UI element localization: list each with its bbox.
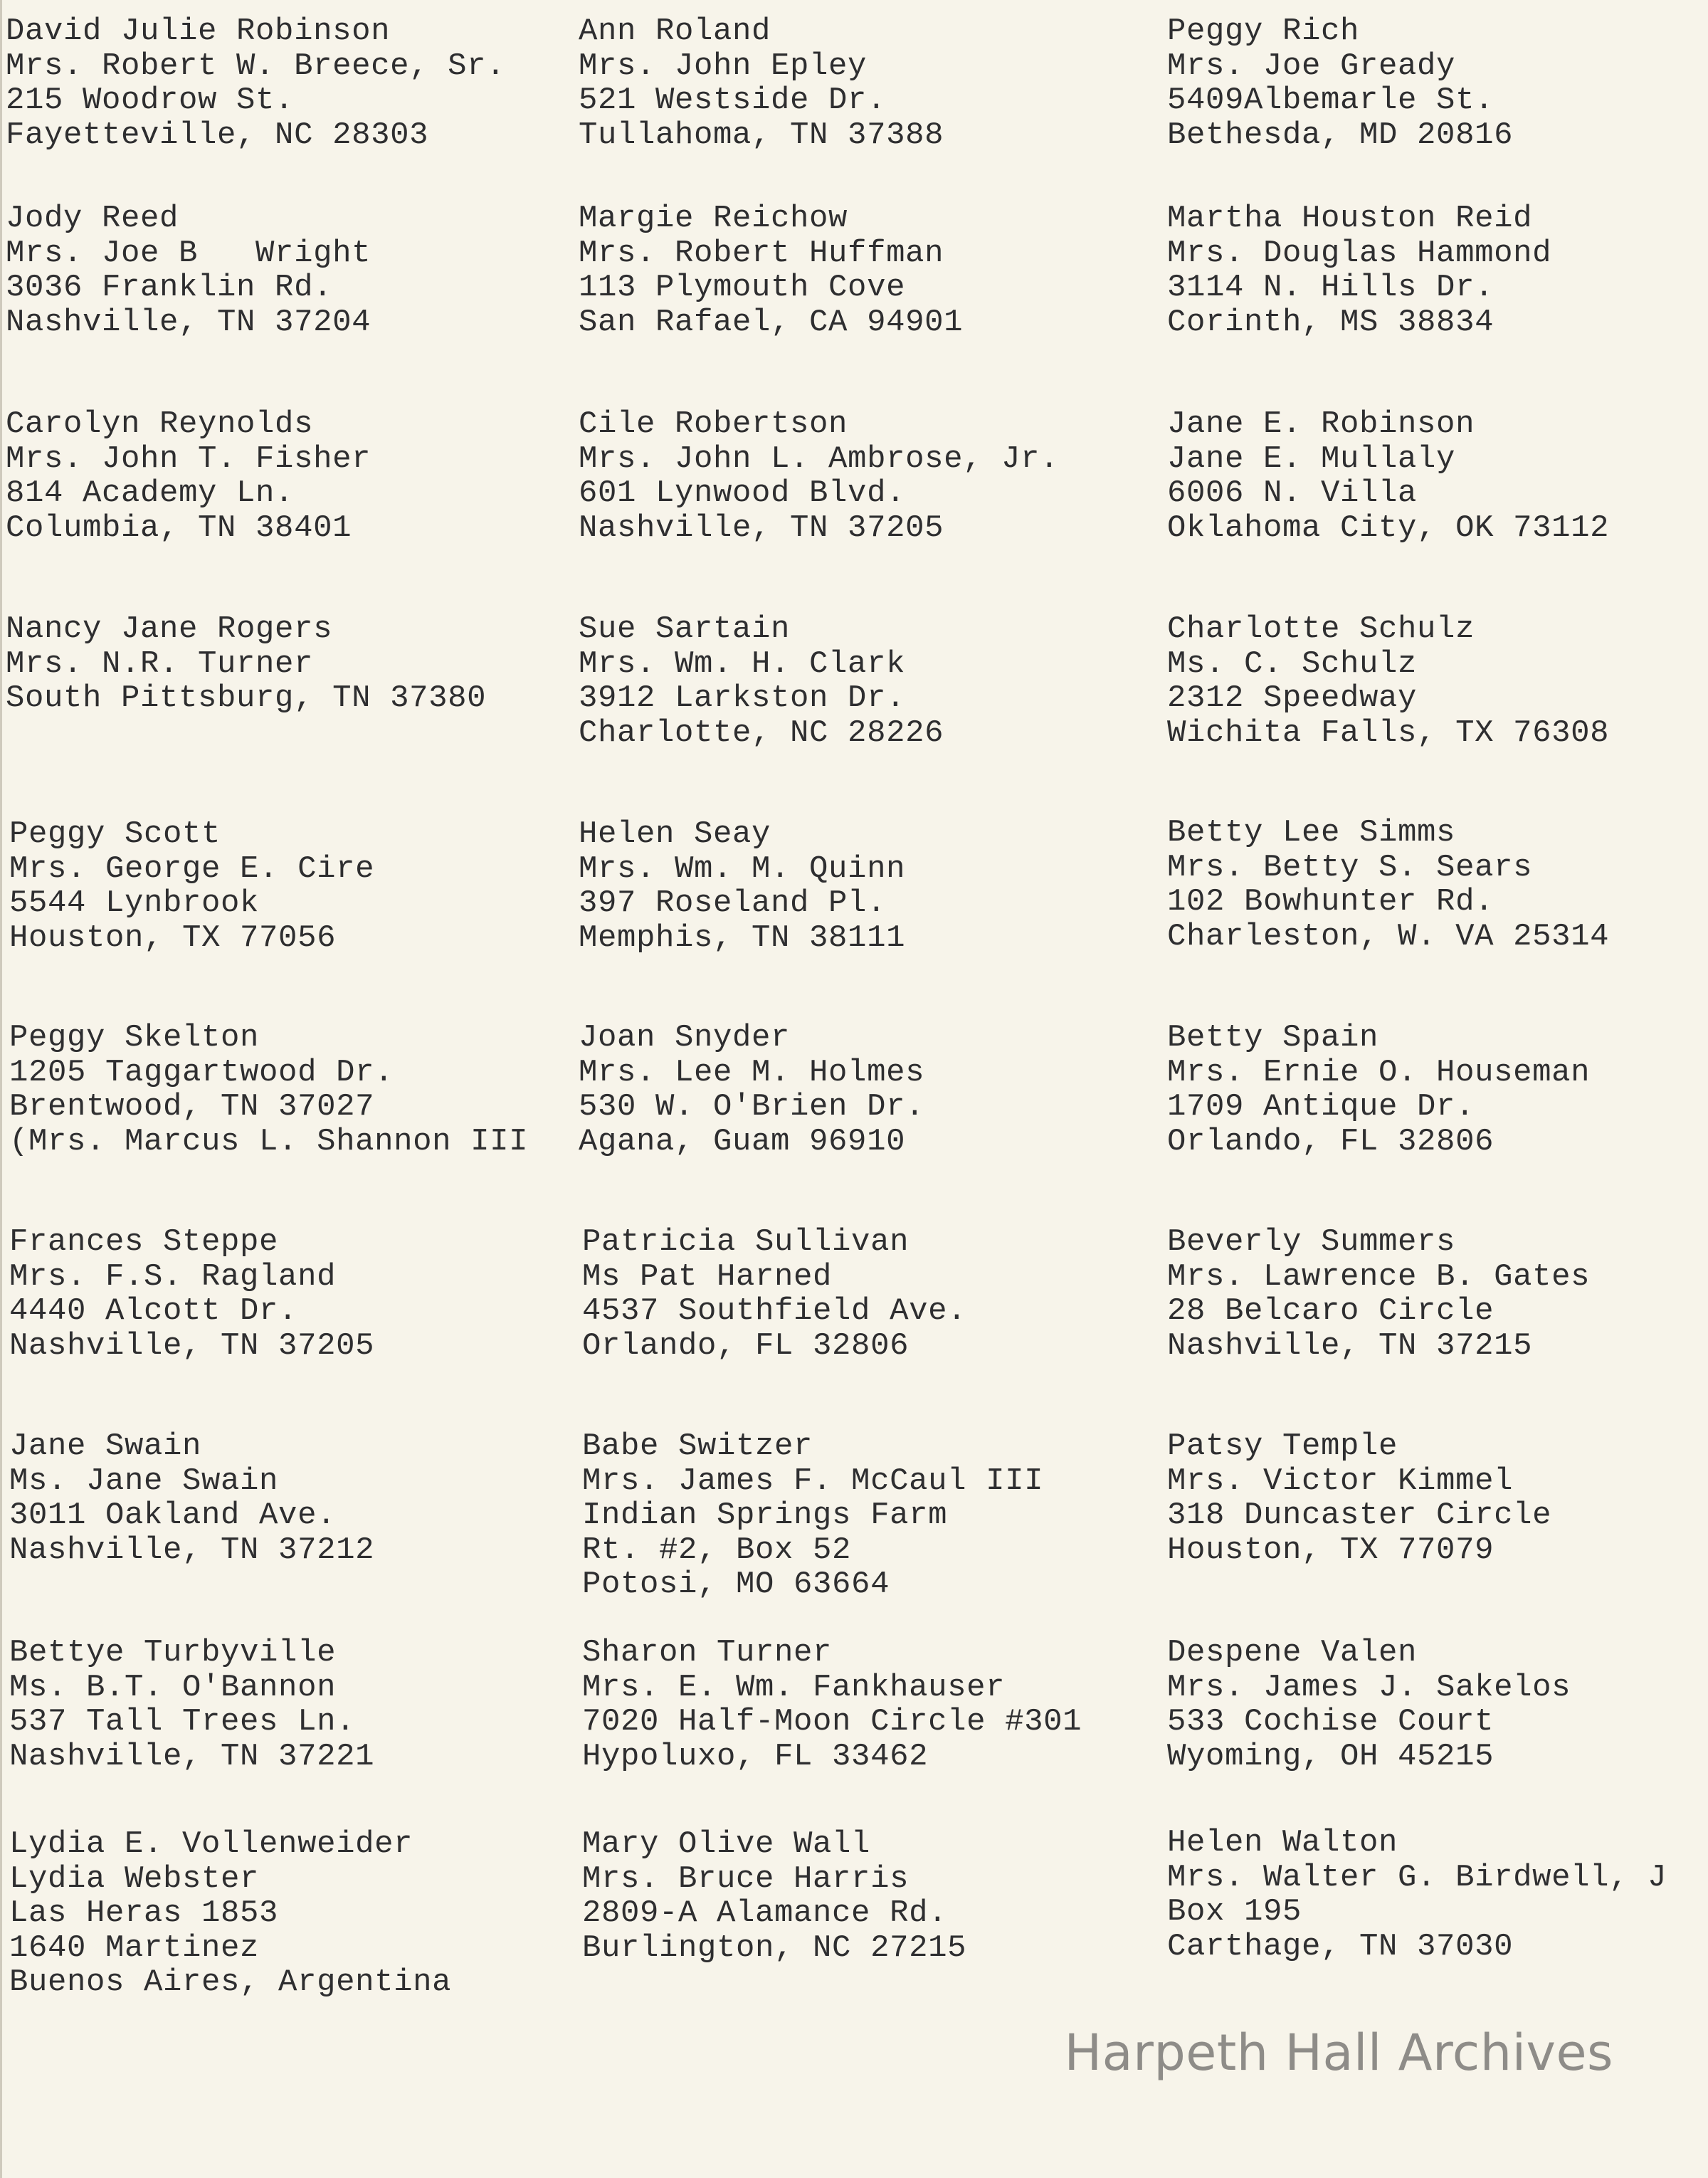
address-entry	[9, 1827, 451, 2000]
entry-married-name: Mrs. N.R. Turner	[6, 646, 314, 682]
entry-address-line: Indian Springs Farm	[582, 1498, 948, 1533]
entry-address-line: 397 Roseland Pl.	[579, 885, 887, 921]
entry-address-line: Nashville, TN 37205	[579, 510, 944, 546]
entry-married-name: Mrs. Ernie O. Houseman	[1167, 1054, 1591, 1090]
entry-married-name: Mrs. Lee M. Holmes	[579, 1054, 925, 1090]
address-entry	[579, 407, 1059, 545]
entry-address-line: 2312 Speedway	[1167, 680, 1418, 716]
entry-address-line: 102 Bowhunter Rd.	[1167, 884, 1494, 920]
entry-married-name: Mrs. George E. Cire	[9, 851, 375, 887]
entry-address-line: Agana, Guam 96910	[579, 1123, 906, 1159]
address-entry	[582, 1429, 1043, 1602]
address-entry	[1167, 612, 1609, 750]
address-entry	[6, 14, 505, 152]
entry-address-line: Columbia, TN 38401	[6, 510, 352, 546]
entry-name: Joan Snyder	[579, 1020, 791, 1056]
entry-address-line: 3114 N. Hills Dr.	[1167, 270, 1494, 305]
entry-address-line: 318 Duncaster Circle	[1167, 1498, 1552, 1533]
entry-name: Helen Seay	[579, 816, 771, 852]
entry-name: Mary Olive Wall	[582, 1826, 871, 1862]
address-entry	[1167, 1826, 1667, 1964]
entry-address-line: Nashville, TN 37215	[1167, 1327, 1533, 1364]
address-entry	[9, 1225, 374, 1363]
entry-address-line: (Mrs. Marcus L. Shannon III	[9, 1123, 529, 1159]
entry-married-name: Mrs. Lawrence B. Gates	[1167, 1258, 1591, 1295]
entry-name: Sharon Turner	[582, 1635, 833, 1671]
entry-married-name: Mrs. E. Wm. Fankhauser	[582, 1669, 1006, 1705]
entry-address-line: Buenos Aires, Argentina	[9, 1964, 452, 2000]
address-entry	[1167, 1429, 1551, 1567]
address-entry	[582, 1225, 966, 1363]
entry-name: Lydia E. Vollenweider	[9, 1826, 413, 1862]
address-entry	[1167, 1636, 1571, 1774]
entry-address-line: 601 Lynwood Blvd.	[579, 475, 906, 511]
entry-address-line: Corinth, MS 38834	[1167, 304, 1494, 340]
entry-address-line: Hypoluxo, FL 33462	[582, 1738, 929, 1774]
entry-married-name: Mrs. Wm. H. Clark	[579, 646, 906, 682]
entry-address-line: 1640 Martinez	[9, 1930, 260, 1966]
address-entry	[1167, 407, 1609, 545]
entry-address-line: Charleston, W. VA 25314	[1167, 918, 1610, 954]
address-entry	[579, 1021, 924, 1159]
entry-married-name: Mrs. Betty S. Sears	[1167, 849, 1533, 885]
entry-address-line: Memphis, TN 38111	[579, 920, 906, 956]
entry-address-line: Burlington, NC 27215	[582, 1930, 967, 1966]
entry-address-line: 5544 Lynbrook	[9, 885, 260, 921]
entry-name: Peggy Scott	[9, 816, 221, 852]
entry-address-line: 28 Belcaro Circle	[1167, 1293, 1494, 1329]
entry-address-line: Charlotte, NC 28226	[579, 715, 944, 751]
entry-address-line: 5409Albemarle St.	[1167, 83, 1494, 118]
entry-married-name: 1205 Taggartwood Dr.	[9, 1054, 394, 1090]
entry-married-name: Ms. B.T. O'Bannon	[9, 1669, 337, 1705]
entry-address-line: Oklahoma City, OK 73112	[1167, 510, 1610, 546]
entry-address-line: 4537 Southfield Ave.	[582, 1293, 967, 1329]
entry-name: Despene Valen	[1167, 1635, 1418, 1671]
entry-name: David Julie Robinson	[6, 14, 391, 49]
entry-married-name: Lydia Webster	[9, 1861, 260, 1897]
address-entry	[1167, 816, 1609, 954]
entry-address-line: San Rafael, CA 94901	[579, 304, 964, 340]
entry-married-name: Mrs. Robert W. Breece, Sr.	[6, 48, 506, 84]
entry-name: Martha Houston Reid	[1167, 201, 1533, 236]
entry-address-line: Las Heras 1853	[9, 1895, 279, 1931]
entry-address-line: 3011 Oakland Ave.	[9, 1498, 337, 1533]
entry-address-line: Houston, TX 77056	[9, 920, 337, 956]
entry-name: Jane E. Robinson	[1167, 406, 1475, 442]
entry-name: Jody Reed	[6, 201, 179, 236]
address-entry	[579, 14, 944, 152]
entry-address-line: 3912 Larkston Dr.	[579, 680, 906, 716]
entry-married-name: Ms. C. Schulz	[1167, 646, 1418, 682]
entry-address-line: Orlando, FL 32806	[1167, 1123, 1494, 1159]
entry-name: Charlotte Schulz	[1167, 611, 1475, 647]
entry-address-line: 530 W. O'Brien Dr.	[579, 1089, 925, 1125]
entry-married-name: Mrs. Walter G. Birdwell, J	[1167, 1859, 1667, 1895]
entry-married-name: Ms. Jane Swain	[9, 1463, 279, 1499]
entry-married-name: Jane E. Mullaly	[1167, 441, 1456, 477]
address-entry	[582, 1636, 1082, 1774]
address-entry	[9, 817, 374, 955]
entry-married-name: Mrs. Joe B Wright	[6, 235, 371, 271]
address-entry	[9, 1636, 374, 1774]
entry-address-line: Nashville, TN 37212	[9, 1532, 375, 1568]
entry-address-line: Carthage, TN 37030	[1167, 1928, 1514, 1964]
entry-address-line: South Pittsburg, TN 37380	[6, 680, 487, 716]
entry-address-line: Tullahoma, TN 37388	[579, 117, 944, 153]
entry-address-line: 533 Cochise Court	[1167, 1704, 1494, 1740]
entry-name: Helen Walton	[1167, 1825, 1398, 1861]
address-entry	[6, 407, 371, 545]
address-entry	[6, 612, 486, 716]
entry-address-line: Potosi, MO 63664	[582, 1567, 890, 1602]
entry-married-name: Mrs. Wm. M. Quinn	[579, 851, 906, 887]
entry-address-line: 814 Academy Ln.	[6, 475, 295, 511]
address-entry	[582, 1827, 966, 1965]
entry-married-name: Mrs. Joe Gready	[1167, 48, 1456, 84]
entry-address-line: Houston, TX 77079	[1167, 1532, 1494, 1568]
entry-married-name: Mrs. Victor Kimmel	[1167, 1463, 1514, 1499]
entry-address-line: Wyoming, OH 45215	[1167, 1738, 1494, 1774]
address-entry	[6, 201, 371, 340]
entry-address-line: 6006 N. Villa	[1167, 475, 1418, 511]
page-edge	[0, 0, 2, 2178]
entry-name: Betty Spain	[1167, 1020, 1379, 1056]
entry-married-name: Ms Pat Harned	[582, 1258, 833, 1295]
entry-name: Patricia Sullivan	[582, 1224, 910, 1260]
entry-name: Peggy Rich	[1167, 14, 1360, 49]
address-entry	[579, 612, 944, 750]
entry-name: Cile Robertson	[579, 406, 848, 442]
entry-married-name: Mrs. James J. Sakelos	[1167, 1669, 1571, 1705]
entry-name: Patsy Temple	[1167, 1429, 1398, 1464]
entry-married-name: Mrs. James F. McCaul III	[582, 1463, 1044, 1499]
address-entry	[579, 817, 905, 955]
entry-married-name: Mrs. Robert Huffman	[579, 235, 944, 271]
entry-name: Frances Steppe	[9, 1224, 279, 1260]
entry-address-line: 4440 Alcott Dr.	[9, 1293, 298, 1329]
entry-address-line: 3036 Franklin Rd.	[6, 270, 333, 305]
entry-address-line: Orlando, FL 32806	[582, 1327, 910, 1364]
entry-name: Beverly Summers	[1167, 1224, 1456, 1260]
archive-watermark: Harpeth Hall Archives	[1064, 2024, 1613, 2082]
entry-married-name: Mrs. John Epley	[579, 48, 868, 84]
entry-name: Carolyn Reynolds	[6, 406, 314, 442]
entry-name: Sue Sartain	[579, 611, 791, 647]
entry-address-line: 537 Tall Trees Ln.	[9, 1704, 356, 1740]
entry-married-name: Mrs. John T. Fisher	[6, 441, 371, 477]
entry-married-name: Mrs. John L. Ambrose, Jr.	[579, 441, 1060, 477]
address-entry	[9, 1021, 528, 1159]
entry-name: Bettye Turbyville	[9, 1635, 337, 1671]
entry-name: Betty Lee Simms	[1167, 815, 1456, 851]
entry-address-line: Nashville, TN 37205	[9, 1327, 375, 1364]
address-entry	[1167, 201, 1551, 340]
address-entry	[1167, 1225, 1590, 1363]
entry-address-line: Box 195	[1167, 1894, 1302, 1930]
entry-name: Margie Reichow	[579, 201, 848, 236]
entry-address-line: 7020 Half-Moon Circle #301	[582, 1704, 1082, 1740]
entry-address-line: 113 Plymouth Cove	[579, 270, 906, 305]
entry-name: Babe Switzer	[582, 1429, 813, 1464]
entry-address-line: 215 Woodrow St.	[6, 83, 295, 118]
address-entry	[9, 1429, 374, 1567]
entry-married-name: Mrs. Bruce Harris	[582, 1861, 910, 1897]
entry-married-name: Mrs. F.S. Ragland	[9, 1258, 337, 1295]
entry-address-line: 521 Westside Dr.	[579, 83, 887, 118]
entry-address-line: 2809-A Alamance Rd.	[582, 1895, 948, 1931]
address-entry	[579, 201, 963, 340]
entry-address-line: Bethesda, MD 20816	[1167, 117, 1514, 153]
entry-address-line: 1709 Antique Dr.	[1167, 1089, 1475, 1125]
entry-address-line: Fayetteville, NC 28303	[6, 117, 429, 153]
entry-name: Ann Roland	[579, 14, 771, 49]
entry-address-line: Nashville, TN 37204	[6, 304, 371, 340]
entry-address-line: Brentwood, TN 37027	[9, 1089, 375, 1125]
entry-name: Peggy Skelton	[9, 1020, 260, 1056]
entry-address-line: Rt. #2, Box 52	[582, 1532, 852, 1568]
address-entry	[1167, 14, 1513, 152]
entry-name: Jane Swain	[9, 1429, 202, 1464]
address-entry	[1167, 1021, 1590, 1159]
entry-address-line: Nashville, TN 37221	[9, 1738, 375, 1774]
entry-married-name: Mrs. Douglas Hammond	[1167, 235, 1552, 271]
entry-address-line: Wichita Falls, TX 76308	[1167, 715, 1610, 751]
entry-name: Nancy Jane Rogers	[6, 611, 333, 647]
